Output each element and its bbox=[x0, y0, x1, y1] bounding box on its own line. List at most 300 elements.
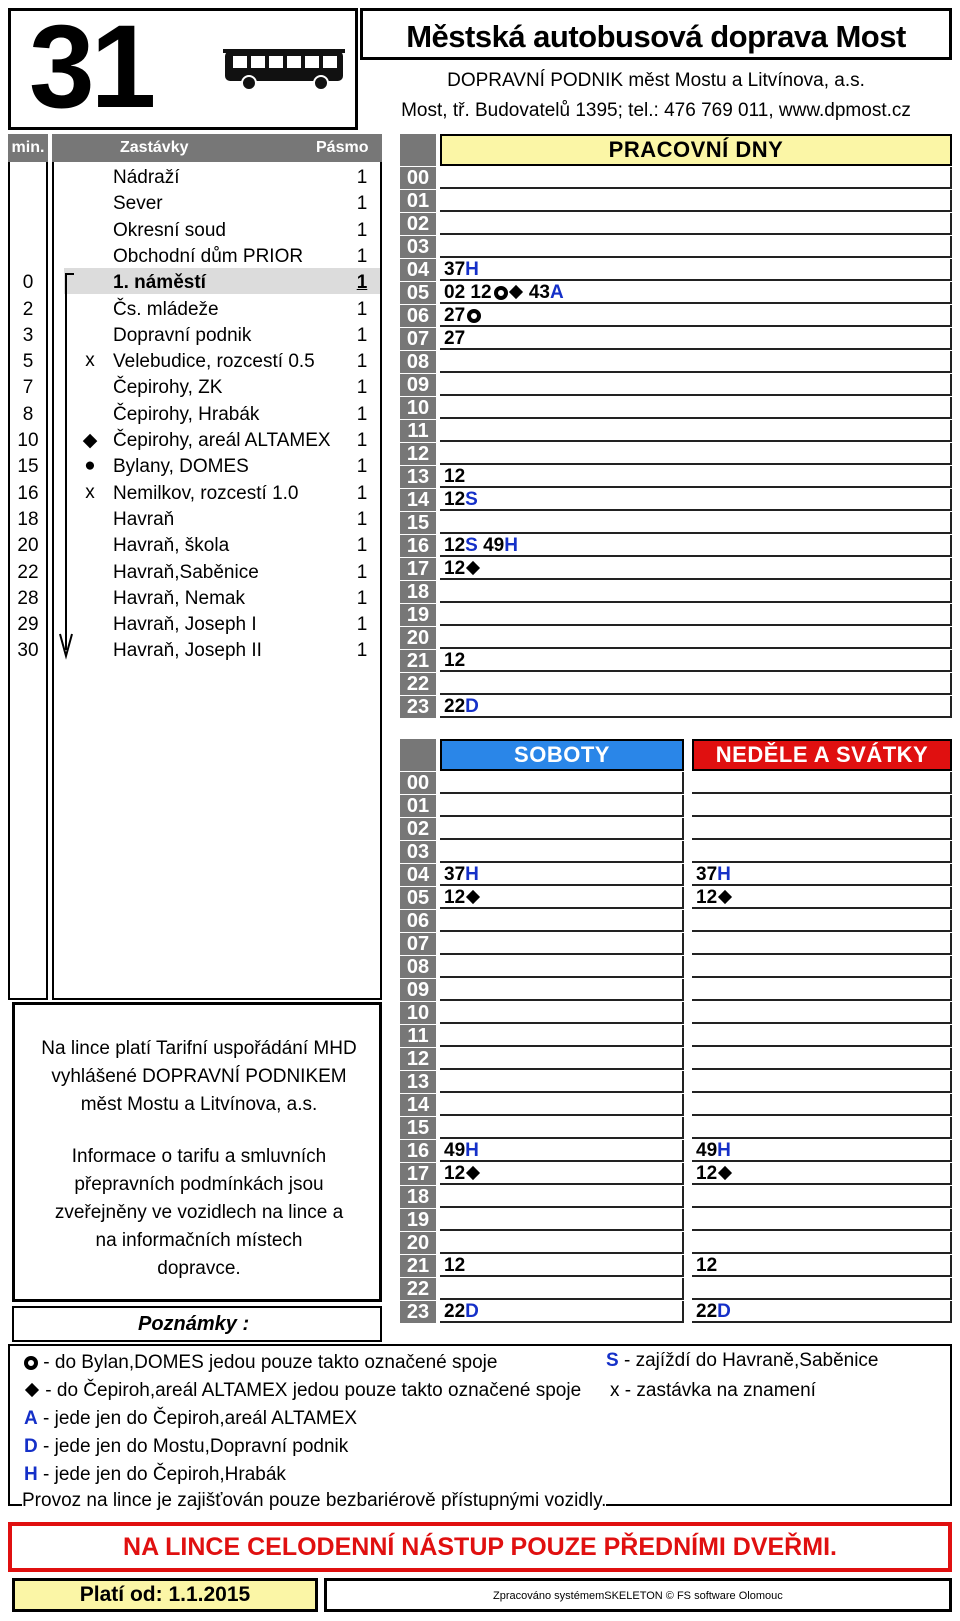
bus-icon bbox=[223, 47, 347, 93]
hour-row bbox=[400, 1117, 952, 1140]
legend-a-key: A bbox=[24, 1408, 38, 1429]
valid-from-box bbox=[12, 1578, 318, 1612]
note-letter: D bbox=[465, 696, 479, 717]
hour-label: 17 bbox=[400, 558, 436, 580]
weekday-minutes-cell bbox=[440, 535, 952, 557]
hour-row bbox=[400, 1048, 952, 1071]
sunday-minutes-cell bbox=[692, 1071, 952, 1093]
stop-zone: 1 bbox=[356, 351, 368, 373]
stop-name: Havraň, Joseph I bbox=[113, 614, 257, 636]
stop-zone: 1 bbox=[356, 167, 368, 188]
hour-row bbox=[400, 841, 952, 864]
sunday-minutes-cell bbox=[692, 772, 952, 794]
weekday-minutes-cell bbox=[440, 328, 952, 350]
saturday-minutes-cell bbox=[440, 841, 684, 863]
saturday-minutes-cell bbox=[440, 1209, 684, 1231]
sunday-minutes-cell bbox=[692, 933, 952, 955]
stop-name: Nemilkov, rozcestí 1.0 bbox=[113, 482, 299, 504]
hour-label: 20 bbox=[400, 1232, 436, 1254]
hour-row bbox=[400, 558, 952, 581]
departure-minutes: 02 12 bbox=[444, 282, 492, 303]
weekday-minutes-cell bbox=[440, 305, 952, 327]
hour-row bbox=[400, 466, 952, 489]
line-number-box bbox=[8, 1, 358, 133]
column-header-zone-label: Pásmo bbox=[316, 139, 369, 156]
stop-zone: 1 bbox=[356, 535, 368, 557]
weekday-minutes-cell bbox=[440, 558, 952, 580]
hour-row bbox=[400, 627, 952, 650]
saturday-minutes-cell bbox=[440, 1025, 684, 1047]
departure-minutes: 37 bbox=[696, 864, 718, 885]
stop-minute: 0 bbox=[22, 272, 34, 294]
valid-from: Platí od: 1.1.2015 bbox=[79, 1583, 251, 1606]
ring-icon bbox=[494, 286, 508, 300]
hour-row bbox=[400, 259, 952, 282]
departure-minutes: 12 bbox=[444, 1255, 466, 1276]
weekday-minutes-cell bbox=[440, 190, 952, 212]
hour-label: 17 bbox=[400, 1163, 436, 1185]
weekday-minutes-cell bbox=[440, 696, 952, 718]
saturday-title: SOBOTY bbox=[514, 742, 610, 767]
front-door-notice: NA LINCE CELODENNÍ NÁSTUP POUZE PŘEDNÍMI DVEŘMI. bbox=[123, 1533, 837, 1561]
weekday-header-spacer bbox=[400, 134, 436, 166]
stop-mark: x bbox=[85, 350, 95, 372]
saturday-minutes-cell bbox=[440, 1278, 684, 1300]
hour-label: 06 bbox=[400, 910, 436, 932]
weekday-minutes-cell bbox=[440, 673, 952, 695]
legend-x bbox=[610, 1380, 816, 1402]
stop-name: Čs. mládeže bbox=[113, 298, 219, 320]
stop-zone: 1 bbox=[356, 272, 368, 294]
saturday-minutes-cell bbox=[440, 795, 684, 817]
weekday-minutes-cell bbox=[440, 236, 952, 258]
weekday-minutes-cell bbox=[440, 259, 952, 281]
legend-s bbox=[606, 1350, 879, 1372]
note-letter: H bbox=[465, 259, 479, 280]
legend-diamond-text: - do Čepiroh,areál ALTAMEX jedou pouze takto označené spoje bbox=[45, 1380, 582, 1401]
departure-minutes: 49 bbox=[444, 1140, 466, 1161]
company-title-box bbox=[360, 8, 952, 60]
hour-label: 03 bbox=[400, 236, 436, 258]
hour-label: 15 bbox=[400, 1117, 436, 1139]
note-letter: H bbox=[717, 864, 731, 885]
sunday-minutes-cell bbox=[692, 1209, 952, 1231]
hour-label: 04 bbox=[400, 259, 436, 281]
note-letter: H bbox=[504, 535, 518, 556]
weekday-minutes-cell bbox=[440, 512, 952, 534]
tariff-note-2: Informace o tarifu a smluvních přepravních podmínkách jsou zveřejněny ve vozidlech na lince a na informačních místech dopravce. bbox=[54, 1146, 344, 1279]
stop-minute: 29 bbox=[17, 614, 39, 636]
diamond-icon bbox=[466, 561, 480, 575]
credit: Zpracováno systémemSKELETON © FS software Olomouc bbox=[493, 1590, 783, 1602]
hour-label: 05 bbox=[400, 282, 436, 304]
hour-label: 15 bbox=[400, 512, 436, 534]
departure-minutes: 22 bbox=[444, 696, 466, 717]
departure-minutes: 43 bbox=[523, 282, 550, 303]
saturday-minutes-cell bbox=[440, 979, 684, 1001]
sunday-minutes-cell bbox=[692, 1163, 952, 1185]
hour-row bbox=[400, 673, 952, 696]
stop-name: Čepirohy, Hrabák bbox=[113, 403, 260, 425]
stop-zone: 1 bbox=[356, 324, 368, 346]
weekday-minutes-cell bbox=[440, 397, 952, 419]
stop-zone: 1 bbox=[356, 298, 368, 320]
saturday-minutes-cell bbox=[440, 1255, 684, 1277]
hour-label: 19 bbox=[400, 604, 436, 626]
hour-label: 12 bbox=[400, 443, 436, 465]
line-number: 31 bbox=[29, 1, 153, 133]
weekday-minutes-cell bbox=[440, 604, 952, 626]
weekday-minutes-cell bbox=[440, 650, 952, 672]
tariff-note-1: Na lince platí Tarifní uspořádání MHD vyhlášené DOPRAVNÍ PODNIKEM měst Mostu a Litvínova, a.s. bbox=[41, 1038, 357, 1115]
hour-row bbox=[400, 1186, 952, 1209]
stop-name: Obchodní dům PRIOR bbox=[113, 245, 304, 267]
weekend-header-spacer bbox=[400, 739, 436, 771]
hour-row bbox=[400, 1209, 952, 1232]
stop-minute: 22 bbox=[17, 561, 39, 583]
stop-zone: 1 bbox=[356, 193, 368, 215]
hour-label: 09 bbox=[400, 979, 436, 1001]
stop-zone: 1 bbox=[356, 377, 368, 399]
stop-zone: 1 bbox=[356, 403, 368, 425]
notes-label: Poznámky : bbox=[138, 1313, 250, 1335]
note-letter: H bbox=[465, 1140, 479, 1161]
hour-label: 19 bbox=[400, 1209, 436, 1231]
sunday-minutes-cell bbox=[692, 864, 952, 886]
legend-x-text: - zastávka na znamení bbox=[624, 1380, 816, 1401]
diamond-icon bbox=[508, 285, 522, 299]
column-header-stops-label: Zastávky bbox=[120, 139, 189, 156]
hour-label: 01 bbox=[400, 795, 436, 817]
note-letter: S bbox=[465, 489, 478, 510]
legend-d-key: D bbox=[24, 1436, 38, 1457]
hour-row bbox=[400, 535, 952, 558]
accessible-note: Provoz na lince je zajišťován pouze bezbariérově přístupnými vozidly. bbox=[22, 1490, 607, 1511]
weekday-minutes-cell bbox=[440, 213, 952, 235]
saturday-minutes-cell bbox=[440, 772, 684, 794]
hour-label: 00 bbox=[400, 772, 436, 794]
operator-name: DOPRAVNÍ PODNIK měst Mostu a Litvínova, a.s. bbox=[447, 70, 865, 91]
sunday-minutes-cell bbox=[692, 1048, 952, 1070]
saturday-minutes-cell bbox=[440, 1186, 684, 1208]
weekday-minutes-cell bbox=[440, 466, 952, 488]
saturday-minutes-cell bbox=[440, 1048, 684, 1070]
hour-label: 11 bbox=[400, 1025, 436, 1047]
legend-h bbox=[24, 1464, 286, 1486]
departure-minutes: 12 bbox=[444, 650, 466, 671]
front-door-box bbox=[8, 1522, 952, 1572]
stop-zone: 1 bbox=[356, 482, 368, 504]
saturday-minutes-cell bbox=[440, 1301, 684, 1323]
saturday-minutes-cell bbox=[440, 818, 684, 840]
hour-row bbox=[400, 910, 952, 933]
diamond-icon bbox=[718, 890, 732, 904]
diamond-icon bbox=[466, 1166, 480, 1180]
stop-minute: 2 bbox=[22, 298, 34, 320]
hour-label: 20 bbox=[400, 627, 436, 649]
departure-minutes: 22 bbox=[696, 1301, 718, 1322]
hour-label: 21 bbox=[400, 650, 436, 672]
hour-label: 16 bbox=[400, 535, 436, 557]
sunday-minutes-cell bbox=[692, 1232, 952, 1254]
saturday-minutes-cell bbox=[440, 1002, 684, 1024]
sunday-minutes-cell bbox=[692, 1140, 952, 1162]
stop-mark: x bbox=[85, 481, 95, 503]
weekday-minutes-cell bbox=[440, 489, 952, 511]
departure-minutes: 12 bbox=[696, 1255, 718, 1276]
column-header-min: min. bbox=[8, 134, 48, 162]
hour-row bbox=[400, 213, 952, 236]
stop-zone: 1 bbox=[356, 640, 368, 662]
hour-row bbox=[400, 818, 952, 841]
sunday-header bbox=[692, 739, 952, 771]
hour-row bbox=[400, 1025, 952, 1048]
stop-minute: 10 bbox=[17, 430, 39, 451]
sunday-minutes-cell bbox=[692, 979, 952, 1001]
note-letter: H bbox=[465, 864, 479, 885]
note-letter: D bbox=[717, 1301, 731, 1322]
stop-minute: 3 bbox=[22, 324, 34, 346]
ring-icon bbox=[24, 1356, 38, 1370]
hour-row bbox=[400, 1094, 952, 1117]
note-letter: S bbox=[465, 535, 478, 556]
stop-name: Čepirohy, ZK bbox=[113, 377, 223, 399]
ring-icon bbox=[467, 309, 481, 323]
hour-row bbox=[400, 489, 952, 512]
stop-zone: 1 bbox=[356, 219, 368, 241]
saturday-minutes-cell bbox=[440, 956, 684, 978]
legend-h-text: - jede jen do Čepiroh,Hrabák bbox=[43, 1464, 286, 1485]
hour-label: 13 bbox=[400, 466, 436, 488]
hour-label: 01 bbox=[400, 190, 436, 212]
note-letter: D bbox=[465, 1301, 479, 1322]
diamond-icon bbox=[466, 890, 480, 904]
hour-label: 13 bbox=[400, 1071, 436, 1093]
stop-name: Havraň, Nemak bbox=[113, 587, 245, 609]
hour-label: 07 bbox=[400, 328, 436, 350]
saturday-minutes-cell bbox=[440, 1140, 684, 1162]
weekday-minutes-cell bbox=[440, 420, 952, 442]
stop-zone: 1 bbox=[356, 561, 368, 583]
hour-label: 03 bbox=[400, 841, 436, 863]
saturday-minutes-cell bbox=[440, 1071, 684, 1093]
stop-name: Havraň, škola bbox=[113, 535, 230, 557]
hour-row bbox=[400, 650, 952, 673]
stop-minute: 16 bbox=[17, 482, 39, 504]
departure-minutes: 37 bbox=[444, 864, 466, 885]
stop-minute: 15 bbox=[17, 456, 39, 478]
stop-name: 1. náměstí bbox=[113, 272, 206, 294]
stop-zone: 1 bbox=[356, 430, 368, 451]
sunday-minutes-cell bbox=[692, 795, 952, 817]
stop-zone: 1 bbox=[356, 245, 368, 267]
stop-name: Sever bbox=[113, 193, 163, 215]
saturday-header bbox=[440, 739, 684, 771]
stop-zone: 1 bbox=[356, 456, 368, 478]
hour-row bbox=[400, 933, 952, 956]
hour-label: 09 bbox=[400, 374, 436, 396]
hour-row bbox=[400, 1071, 952, 1094]
sunday-minutes-cell bbox=[692, 910, 952, 932]
hour-label: 14 bbox=[400, 489, 436, 511]
hour-label: 23 bbox=[400, 1301, 436, 1323]
sunday-minutes-cell bbox=[692, 1002, 952, 1024]
weekday-minutes-cell bbox=[440, 282, 952, 304]
legend-d-text: - jede jen do Mostu,Dopravní podnik bbox=[43, 1436, 349, 1457]
hour-row bbox=[400, 282, 952, 305]
hour-row bbox=[400, 420, 952, 443]
saturday-minutes-cell bbox=[440, 1232, 684, 1254]
hour-label: 10 bbox=[400, 1002, 436, 1024]
departure-minutes: 27 bbox=[444, 305, 466, 326]
hour-row bbox=[400, 864, 952, 887]
tariff-note-box bbox=[12, 1002, 382, 1302]
hour-row bbox=[400, 1278, 952, 1301]
sunday-minutes-cell bbox=[692, 841, 952, 863]
stop-name: Čepirohy, areál ALTAMEX bbox=[113, 430, 331, 451]
hour-row bbox=[400, 581, 952, 604]
hour-row bbox=[400, 190, 952, 213]
stop-name: Dopravní podnik bbox=[113, 324, 252, 346]
legend-diamond bbox=[24, 1380, 581, 1402]
legend-x-key: x bbox=[610, 1380, 620, 1401]
hour-row bbox=[400, 1163, 952, 1186]
departure-minutes: 12 bbox=[696, 1163, 718, 1184]
departure-minutes: 12 bbox=[696, 887, 718, 908]
stop-zone: 1 bbox=[356, 614, 368, 636]
stop-name: Bylany, DOMES bbox=[113, 456, 249, 478]
hour-label: 08 bbox=[400, 351, 436, 373]
legend-s-key: S bbox=[606, 1350, 619, 1371]
hour-label: 14 bbox=[400, 1094, 436, 1116]
weekday-minutes-cell bbox=[440, 443, 952, 465]
departure-minutes: 12 bbox=[444, 887, 466, 908]
hour-row bbox=[400, 1002, 952, 1025]
hour-row bbox=[400, 305, 952, 328]
sunday-minutes-cell bbox=[692, 1255, 952, 1277]
hour-label: 18 bbox=[400, 581, 436, 603]
legend-d bbox=[24, 1436, 348, 1458]
operator-address: Most, tř. Budovatelů 1395; tel.: 476 769 011, www.dpmost.cz bbox=[401, 100, 911, 121]
sunday-minutes-cell bbox=[692, 1094, 952, 1116]
sunday-minutes-cell bbox=[692, 1117, 952, 1139]
hour-row bbox=[400, 979, 952, 1002]
hour-label: 12 bbox=[400, 1048, 436, 1070]
saturday-minutes-cell bbox=[440, 933, 684, 955]
hour-label: 22 bbox=[400, 673, 436, 695]
hour-label: 02 bbox=[400, 818, 436, 840]
departure-minutes: 12 bbox=[444, 1163, 466, 1184]
stop-name: Havraň,Saběnice bbox=[113, 561, 259, 583]
hour-row bbox=[400, 956, 952, 979]
hour-label: 22 bbox=[400, 1278, 436, 1300]
departure-minutes: 12 bbox=[444, 558, 466, 579]
legend-box bbox=[8, 1344, 952, 1506]
stop-name: Velebudice, rozcestí 0.5 bbox=[113, 351, 315, 373]
hour-label: 00 bbox=[400, 167, 436, 189]
stop-minute: 5 bbox=[22, 351, 34, 373]
saturday-minutes-cell bbox=[440, 1117, 684, 1139]
weekday-minutes-cell bbox=[440, 351, 952, 373]
hour-label: 10 bbox=[400, 397, 436, 419]
note-letter: H bbox=[717, 1140, 731, 1161]
stop-minute: 28 bbox=[17, 587, 39, 609]
hour-row bbox=[400, 397, 952, 420]
credit-box bbox=[324, 1578, 952, 1612]
saturday-minutes-cell bbox=[440, 1163, 684, 1185]
diamond-icon bbox=[718, 1166, 732, 1180]
legend-ring-text: - do Bylan,DOMES jedou pouze takto označené spoje bbox=[43, 1352, 498, 1373]
hour-label: 16 bbox=[400, 1140, 436, 1162]
hour-row bbox=[400, 772, 952, 795]
legend-s-text: - zajíždí do Havraně,Saběnice bbox=[623, 1350, 879, 1371]
hour-label: 11 bbox=[400, 420, 436, 442]
saturday-minutes-cell bbox=[440, 910, 684, 932]
diamond-icon bbox=[25, 1383, 39, 1397]
notes-label-box bbox=[12, 1306, 382, 1342]
hour-row bbox=[400, 795, 952, 818]
departure-minutes: 27 bbox=[444, 328, 466, 349]
weekday-title: PRACOVNÍ DNY bbox=[608, 137, 784, 162]
hour-label: 21 bbox=[400, 1255, 436, 1277]
stop-name: Havraň bbox=[113, 508, 175, 530]
weekday-minutes-cell bbox=[440, 581, 952, 603]
hour-label: 07 bbox=[400, 933, 436, 955]
sunday-minutes-cell bbox=[692, 956, 952, 978]
legend-ring bbox=[24, 1352, 497, 1374]
sunday-minutes-cell bbox=[692, 1278, 952, 1300]
saturday-minutes-cell bbox=[440, 864, 684, 886]
legend-a bbox=[24, 1408, 357, 1430]
departure-minutes: 49 bbox=[696, 1140, 718, 1161]
weekday-header bbox=[440, 134, 952, 166]
sunday-minutes-cell bbox=[692, 818, 952, 840]
stop-name: Nádraží bbox=[113, 167, 180, 188]
hour-row bbox=[400, 328, 952, 351]
weekday-minutes-cell bbox=[440, 627, 952, 649]
hour-row bbox=[400, 1255, 952, 1278]
hour-row bbox=[400, 167, 952, 190]
stop-minute: 18 bbox=[17, 508, 39, 530]
stop-name: Okresní soud bbox=[113, 219, 226, 241]
hour-row bbox=[400, 374, 952, 397]
sunday-minutes-cell bbox=[692, 1186, 952, 1208]
hour-label: 23 bbox=[400, 696, 436, 718]
stop-minute: 30 bbox=[17, 640, 39, 662]
hour-row bbox=[400, 604, 952, 627]
hour-row bbox=[400, 351, 952, 374]
departure-minutes: 22 bbox=[444, 1301, 466, 1322]
stop-mark: ◆ bbox=[82, 430, 98, 451]
stop-mark: ● bbox=[84, 455, 96, 477]
weekday-minutes-cell bbox=[440, 167, 952, 189]
stop-zone: 1 bbox=[356, 508, 368, 530]
saturday-minutes-cell bbox=[440, 1094, 684, 1116]
hour-label: 04 bbox=[400, 864, 436, 886]
sunday-title: NEDĚLE A SVÁTKY bbox=[715, 742, 929, 767]
hour-label: 08 bbox=[400, 956, 436, 978]
hour-row bbox=[400, 696, 952, 719]
legend-a-text: - jede jen do Čepiroh,areál ALTAMEX bbox=[43, 1408, 358, 1429]
hour-row bbox=[400, 1140, 952, 1163]
sunday-minutes-cell bbox=[692, 1301, 952, 1323]
departure-minutes: 12 bbox=[444, 466, 466, 487]
departure-minutes: 12 bbox=[444, 489, 466, 510]
hour-row bbox=[400, 512, 952, 535]
departure-minutes: 12 bbox=[444, 535, 466, 556]
hour-label: 05 bbox=[400, 887, 436, 909]
hour-row bbox=[400, 887, 952, 910]
